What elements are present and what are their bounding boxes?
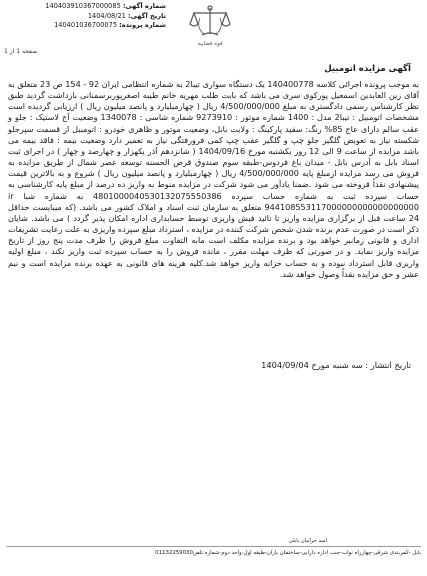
ad-date-row [4,12,166,22]
ad-number-row [4,2,166,12]
notice-body: به موجب پرونده اجرائی کلاسه 140400778 یک دستگاه سواری تیبا2 به شماره انتظامی ایران 92 - 154 ص 23 متعلق به آقای زین العابدین اسمعیل پورکوی سری می باشد که بابت طلب مهریه خانم طیبه اصغرپوربرسمنانی بازداشت گردید طبق نظر کارشناس رسمی دادگستری به مبلغ 4/500/000/000 ریال ( چهارمیلیارد و پانصد میلیون ریال ) ارزیابی گردیده است مشخصات اتومبیل : تیبا2 مدل : 1400 شماره موتور : 9273910 شماره شاسی : 1340078 وضعیت آج لاستیک : جلو و عقب سالم دارای عاج 85% رنگ: سفید پارکینگ : ولایت بابل، وضعیت موتور و ظاهری خودرو : اتومبیل از قسمت سپرجلو شکسته نیاز به تعویض گلگیر جلو چپ و گلگیر عقب چپ کمی فرورفتگی نیاز به تعمیر دارد وضعیت بیمه : فاقد بیمه می باشد مزایده از ساعت 9 الی 12 روز یکشنبه مورخ 1404/09/16 ( شانزدهم آذر یکهزار و چهارصد و چهار ) در اجرای ثبت اسناد بابل به آدرس بابل - میدان باغ فردوس-طبقه سوم صندوق قرض الحسنه توسعه عصر شمال از طریق مزایده به فروش می رسد مزایده ازمبلغ پایه 4/500/000/000 ریال ( چهارمیلیارد و پانصد میلیون ریال ) شروع و به بالاترین قیمت پیشنهادی نقداً فروخته می شود .ضمنا یادآور می شود شرکت در مزایده منوط به واریز ده درصد از مبلغ پایه کارشناسی به حساب سپرده ثبت به شماره حساب سپرده 4801000040530132075550386 به شماره شبا ir 944108553117000000000000000000 متعلق به سازمان ثبت اسناد و املاک کشور می باشد. (که میبایست حداقل 24 ساعت قبل از برگزاری مزایده واریز تا تائید فیش واریزی توسط حسابداری اداره امکان پذیر گردد ) می باشد. شایان ذکر است در صورت عدم برنده شدن شخص شرکت کننده در مزایده ، استرداد مبلغ سپرده واریزی به علت رعایت تشریفات اداری و قانونی زمانبر خواهد بود و برنده مزایده مکلف است مابه التفاوت مبلغ فروش را ظرف مدت پنج روز از تاریخ مزایده واریز نماید. و در صورتی که ظرف مهلت مقرر ، مانده فروش را به حساب سپرده ثبت واریز نکند ، مبلغ اولیه واریزی قابل استرداد نبوده و به حساب خزانه واریز خواهد شد.کلیه هزینه های قانونی به عهده برنده مزایده است و نیم عشر و حق مزایده نقداً وصول خواهد شد. [8,79,420,279]
footer [6,537,421,573]
emblem-caption: قوه قضاییه [197,41,223,47]
notice-metadata [4,2,166,31]
page-indicator: صفحه 1 از 1 [4,48,38,55]
ad-date-label: تاریخ آگهی: [127,11,166,20]
ad-number: 140403910367000085 [45,2,121,10]
scales-of-justice-icon [188,4,232,40]
case-number-label: شماره پرونده: [119,21,166,30]
case-number-row [4,21,166,31]
signatory-name: امید جراتیان بابلی [288,538,327,544]
office-address: بابل -کمربندی شرقی-چهارراه نواب-جنب اداره دارایی-ساختمان باران-طبقه اول-واحد دوم-شماره تلفن01132259030 [6,546,421,558]
notice-title: آگهی مزایده اتومبیل [324,64,411,74]
case-number: 140401036700075 [54,21,118,30]
publish-date: تاریخ انتشار : سه شنبه مورخ 1404/09/04 [261,360,411,370]
ad-date: 1404/08/21 [87,11,126,20]
judiciary-emblem [170,4,250,54]
ad-number-label: شماره آگهی: [122,2,166,10]
